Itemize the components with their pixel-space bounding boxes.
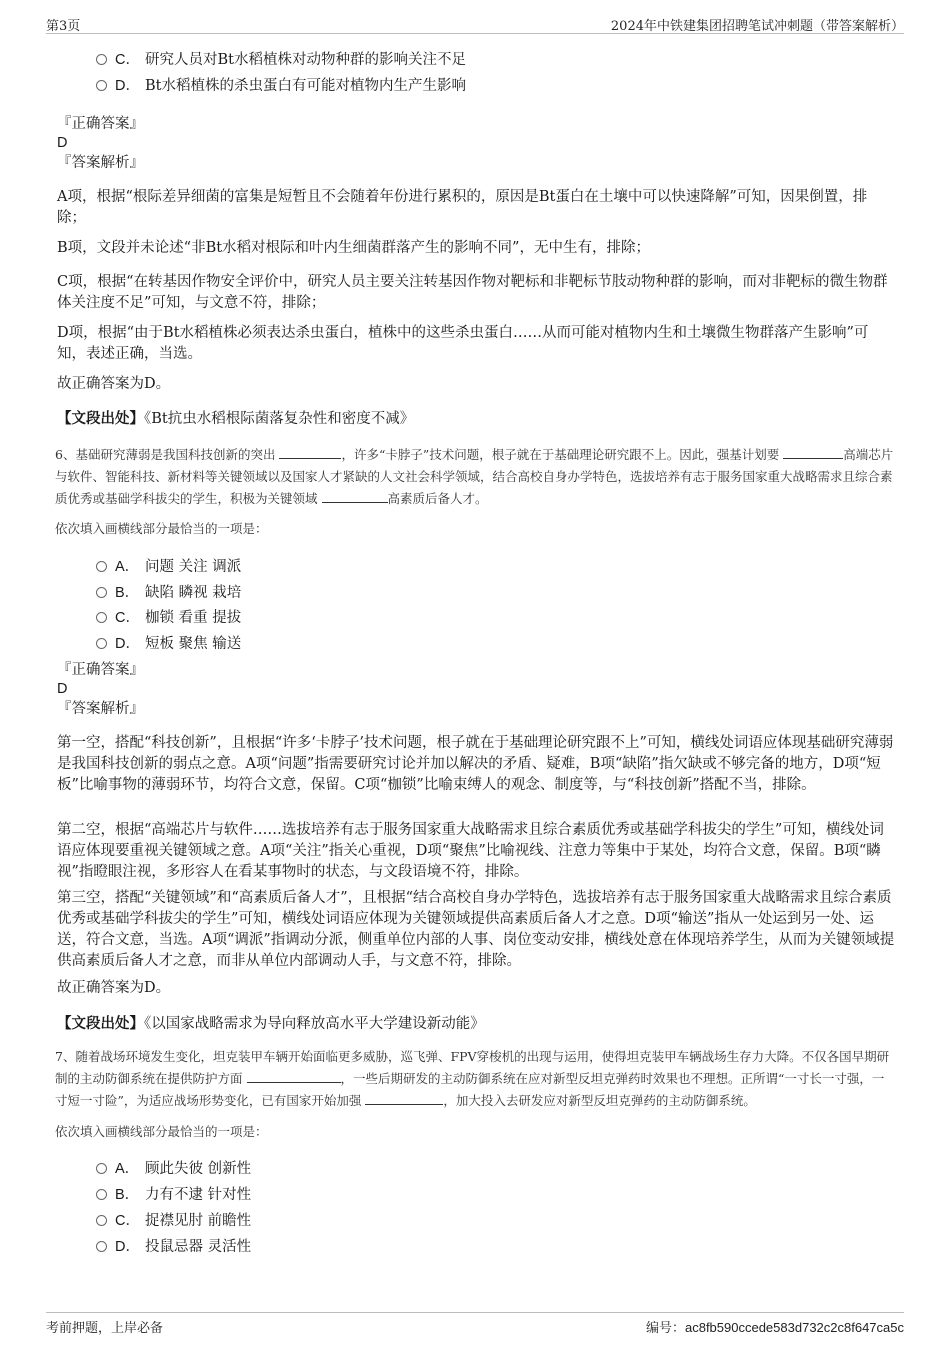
- blank-1: [279, 444, 341, 459]
- page-number: 第3页: [46, 19, 81, 34]
- q5-option-d[interactable]: D． Bt水稻植株的杀虫蛋白有可能对植物内生产生影响: [96, 74, 466, 95]
- q7-option-a[interactable]: A． 顾此失彼 创新性: [96, 1157, 251, 1178]
- document-code: 编号：ac8fb590ccede583d732c2c8f647ca5c: [645, 1320, 904, 1336]
- q5-analysis-a: A项，根据“根际差异细菌的富集是短暂且不会随着年份进行累积的，原因是Bt蛋白在土壤中可以快速降解”可知，因果倒置，排除；: [57, 189, 868, 226]
- footer-slogan: 考前押题，上岸必备: [46, 1321, 164, 1336]
- radio-icon[interactable]: [96, 561, 107, 572]
- q6-analysis-1: 第一空，搭配“科技创新”，且根据“许多‘卡脖子’技术问题，根子就在于基础理论研究跟不上”可知，横线处词语应体现基础研究薄弱是我国科技创新的弱点之意。A项“问题”指需要研究讨论并加以解决的矛盾、疑难，B项“缺陷”指欠缺或不够完备的地方，D项“短板”比喻事物的薄弱环节，均符合文意，保留。C项“枷锁”比喻束缚人的观念、制度等，与“科技创新”搭配不当，排除。: [57, 735, 894, 793]
- q6-conclusion: 故正确答案为D。: [57, 980, 171, 996]
- q5-option-c[interactable]: C． 研究人员对Bt水稻植株对动物种群的影响关注不足: [96, 48, 466, 69]
- q7-stem: 7、随着战场环境发生变化，坦克装甲车辆开始面临更多威胁，巡飞弹、FPV穿梭机的出现与运用，使得坦克装甲车辆战场生存力大降。不仅各国早期研制的主动防御系统在提供防护方面 ，一些后期研发的主动防御系统在应对新型反坦克弹药时效果也不理想。正所谓“一寸长一寸强，一寸短一寸险”，为适应战场形势变化，已有国家开始加强 ，加大投入去研发应对新型反坦克弹药的主动防御系统。: [55, 1049, 890, 1108]
- q5-conclusion: 故正确答案为D。: [57, 376, 171, 392]
- q6-analysis-3: 第三空，搭配“关键领域”和“高素质后备人才”，且根据“结合高校自身办学特色，选拔培养有志于服务国家重大战略需求且综合素质优秀或基础学科拔尖的学生”可知，横线处词语应体现为关键领域提供高素质后备人才之意。D项“输送”指从一处运到另一处、运送，符合文意，当选。A项“调派”指调动分派，侧重单位内部的人事、岗位变动安排，横线处意在体现培养学生，从而为关键领域提供高素质后备人才之意，而非从单位内部调动人手，与文意不符，排除。: [57, 890, 895, 969]
- blank-1: [247, 1068, 341, 1083]
- q5-analysis-label: 『答案解析』: [57, 155, 144, 171]
- q7-option-b[interactable]: B． 力有不逮 针对性: [96, 1183, 251, 1204]
- q6-option-a[interactable]: A． 问题 关注 调派: [96, 555, 241, 576]
- document-title: 2024年中铁建集团招聘笔试冲刺题（带答案解析）: [610, 19, 904, 34]
- q6-answer-label: 『正确答案』: [57, 662, 144, 678]
- q6-option-b[interactable]: B． 缺陷 瞵视 栽培: [96, 581, 241, 602]
- radio-icon[interactable]: [96, 1189, 107, 1200]
- blank-2: [365, 1090, 443, 1105]
- q6-stem: 6、基础研究薄弱是我国科技创新的突出 ，许多“卡脖子”技术问题，根子就在于基础理论研究跟不上。因此，强基计划要 高端芯片与软件、智能科技、新材料等关键领域以及国家人才紧缺的人文社会科学领域，结合高校自身办学特色，选拔培养有志于服务国家重大战略需求且综合素质优秀或基础学科拔尖的学生，积极为关键领域 高素质后备人才。: [55, 444, 895, 510]
- q7-prompt: 依次填入画横线部分最恰当的一项是：: [55, 1124, 268, 1139]
- q7-option-c[interactable]: C． 捉襟见肘 前瞻性: [96, 1209, 251, 1230]
- q7-option-d[interactable]: D． 投鼠忌器 灵活性: [96, 1235, 251, 1256]
- q5-analysis-c: C项，根据“在转基因作物安全评价中，研究人员主要关注转基因作物对靶标和非靶标节肢动物种群的影响，而对非靶标的微生物群体关注度不足”可知，与文意不符，排除；: [57, 274, 888, 311]
- page-footer: [46, 1312, 904, 1335]
- page-header: [46, 13, 904, 34]
- radio-icon[interactable]: [96, 587, 107, 598]
- radio-icon[interactable]: [96, 1241, 107, 1252]
- radio-icon[interactable]: [96, 1215, 107, 1226]
- radio-icon[interactable]: [96, 638, 107, 649]
- q6-prompt: 依次填入画横线部分最恰当的一项是：: [55, 521, 268, 536]
- q5-answer-label: 『正确答案』: [57, 116, 144, 132]
- radio-icon[interactable]: [96, 1163, 107, 1174]
- q5-source: 【文段出处】《Bt抗虫水稻根际菌落复杂性和密度不减》: [57, 410, 415, 427]
- q6-analysis-2: 第二空，根据“高端芯片与软件……选拔培养有志于服务国家重大战略需求且综合素质优秀或基础学科拔尖的学生”可知，横线处词语应体现要重视关键领域之意。A项“关注”指关心重视，D项“聚焦”比喻视线、注意力等集中于某处，均符合文意，保留。B项“瞵视”指瞪眼注视，多形容人在看某事物时的状态，与文段语境不符，排除。: [57, 822, 884, 880]
- radio-icon[interactable]: [96, 54, 107, 65]
- q6-answer: D: [57, 681, 68, 697]
- radio-icon[interactable]: [96, 612, 107, 623]
- q6-source: 【文段出处】《以国家战略需求为导向释放高水平大学建设新动能》: [57, 1015, 485, 1032]
- radio-icon[interactable]: [96, 80, 107, 91]
- q5-analysis-b: B项，文段并未论述“非Bt水稻对根际和叶内生细菌群落产生的影响不同”，无中生有，排除；: [57, 240, 650, 256]
- q6-option-d[interactable]: D． 短板 聚焦 输送: [96, 632, 241, 653]
- q5-answer: D: [57, 135, 68, 151]
- q6-option-c[interactable]: C． 枷锁 看重 提拔: [96, 606, 241, 627]
- q5-analysis-d: D项，根据“由于Bt水稻植株必须表达杀虫蛋白，植株中的这些杀虫蛋白……从而可能对植物内生和土壤微生物群落产生影响”可知，表述正确，当选。: [57, 325, 869, 362]
- q6-analysis-label: 『答案解析』: [57, 701, 144, 717]
- blank-3: [322, 488, 388, 503]
- blank-2: [783, 444, 843, 459]
